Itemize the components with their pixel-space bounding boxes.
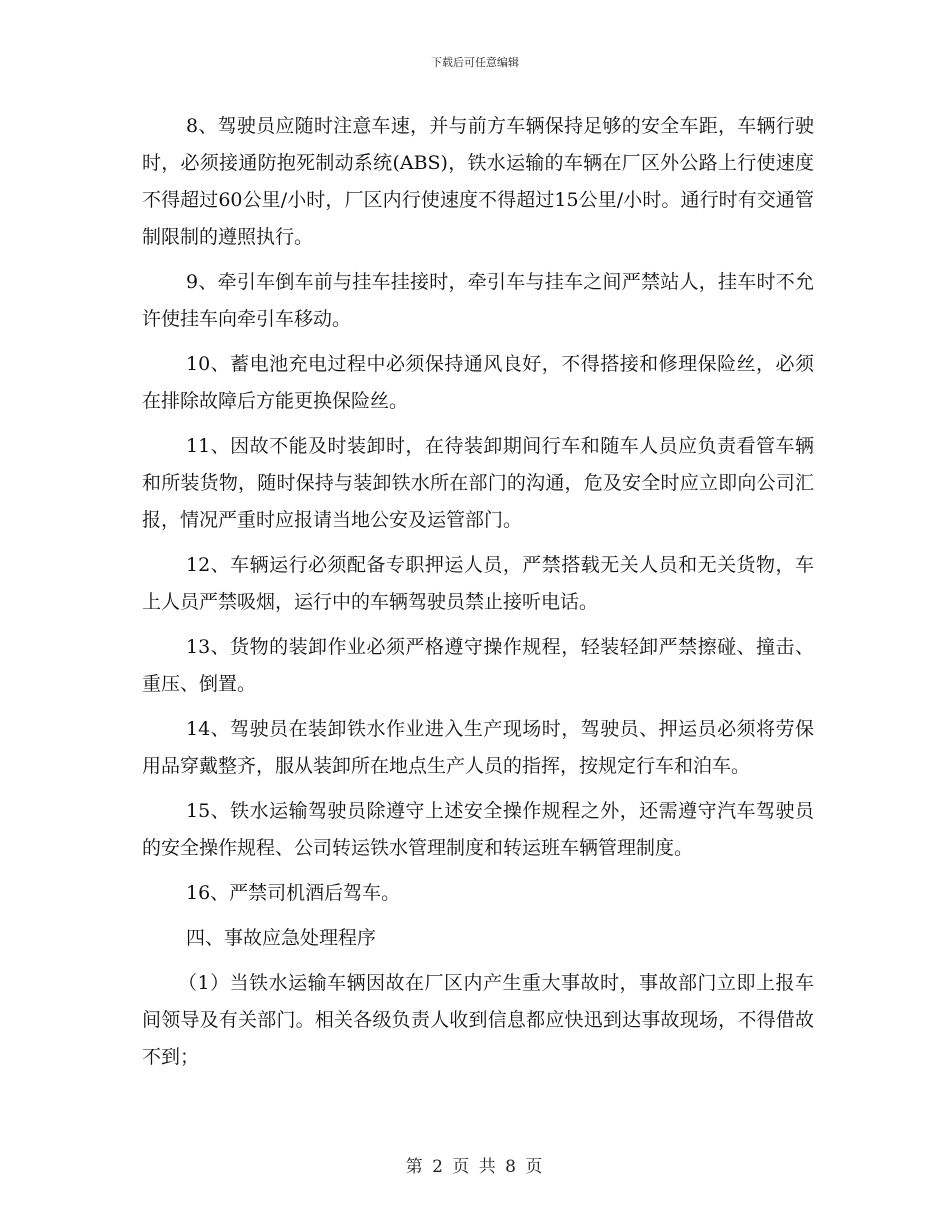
paragraph-emergency-step-1: （1）当铁水运输车辆因故在厂区内产生重大事故时，事故部门立即上报车间领导及有关部门。相关各级负责人收到信息都应快迅到达事故现场，不得借故不到； — [142, 972, 814, 1068]
page-number: 第 2 页 共 8 页 — [405, 1157, 545, 1177]
paragraph-item-14: 14、驾驶员在装卸铁水作业进入生产现场时，驾驶员、押运员必须将劳保用品穿戴整齐，服从装卸所在地点生产人员的指挥，按规定行车和泊车。 — [142, 718, 814, 777]
paragraph-item-9: 9、牵引车倒车前与挂车挂接时，牵引车与挂车之间严禁站人，挂车时不允许使挂车向牵引车移动。 — [142, 271, 814, 330]
paragraph-item-13: 13、货物的装卸作业必须严格遵守操作规程，轻装轻卸严禁擦碰、撞击、重压、倒置。 — [142, 636, 814, 695]
paragraph-item-12: 12、车辆运行必须配备专职押运人员，严禁搭载无关人员和无关货物，车上人员严禁吸烟，运行中的车辆驾驶员禁止接听电话。 — [142, 554, 814, 613]
document-body — [142, 108, 814, 1084]
section-heading-emergency: 四、事故应急处理程序 — [186, 927, 377, 949]
paragraph-item-10: 10、蓄电池充电过程中必须保持通风良好，不得搭接和修理保险丝，必须在排除故障后方能更换保险丝。 — [142, 353, 814, 412]
page-header-note: 下载后可任意编辑 — [431, 56, 519, 69]
paragraph-item-11: 11、因故不能及时装卸时，在待装卸期间行车和随车人员应负责看管车辆和所装货物，随时保持与装卸铁水所在部门的沟通，危及安全时应立即向公司汇报，情况严重时应报请当地公安及运管部门。 — [142, 435, 814, 531]
paragraph-item-8: 8、驾驶员应随时注意车速，并与前方车辆保持足够的安全车距，车辆行驶时，必须接通防抱死制动系统(ABS)，铁水运输的车辆在厂区外公路上行使速度不得超过60公里/小时，厂区内行使速度不得超过15公里/小时。通行时有交通管制限制的遵照执行。 — [142, 115, 814, 248]
paragraph-item-16: 16、严禁司机酒后驾车。 — [186, 882, 401, 904]
paragraph-item-15: 15、铁水运输驾驶员除遵守上述安全操作规程之外，还需遵守汽车驾驶员的安全操作规程、公司转运铁水管理制度和转运班车辆管理制度。 — [142, 800, 814, 859]
